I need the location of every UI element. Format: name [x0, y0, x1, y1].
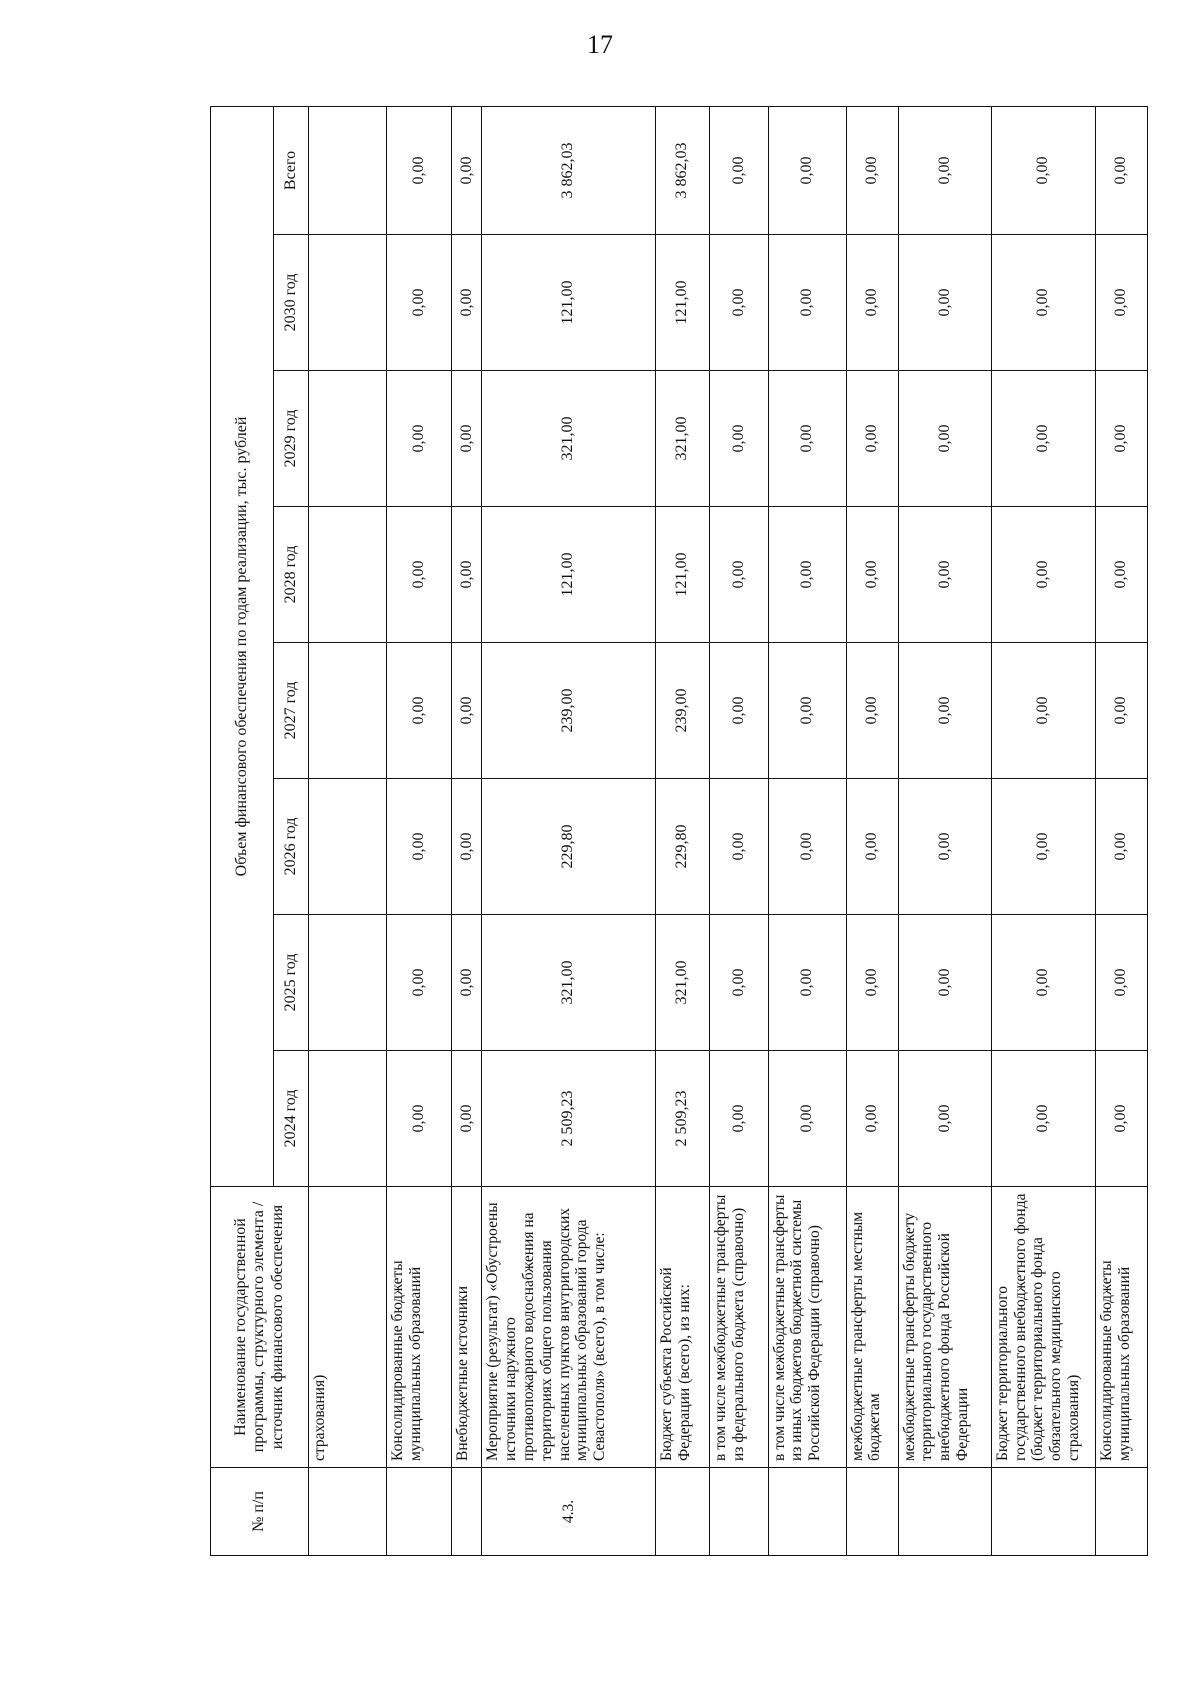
header-name: Наименование государственной программы, структурного элемента / источник финансового обеспечения: [211, 1187, 309, 1468]
row-total-value: 0,00: [768, 106, 846, 234]
row-year-value: 0,00: [846, 371, 898, 507]
row-year-value: 0,00: [991, 507, 1095, 643]
row-number: [846, 1468, 898, 1556]
row-year-value: 0,00: [846, 235, 898, 371]
row-year-value: 0,00: [768, 915, 846, 1051]
header-year: 2027 год: [274, 643, 309, 779]
header-volume: Объем финансового обеспечения по годам реализации, тыс. рублей: [211, 106, 274, 1186]
row-year-value: 0,00: [768, 507, 846, 643]
row-name: в том числе межбюджетные трансферты из иных бюджетов бюджетной системы Российской Федерации (справочно): [768, 1187, 846, 1468]
row-year-value: 0,00: [1095, 643, 1147, 779]
row-year-value: 0,00: [387, 235, 452, 371]
row-year-value: 0,00: [710, 371, 769, 507]
row-name: Внебюджетные источники: [452, 1187, 482, 1468]
table-row: [710, 106, 769, 1555]
row-year-value: 0,00: [452, 779, 482, 915]
row-name: в том числе межбюджетные трансферты из федерального бюджета (справочно): [710, 1187, 769, 1468]
row-year-value: 0,00: [710, 915, 769, 1051]
row-year-value: 0,00: [387, 1051, 452, 1187]
row-year-value: 0,00: [710, 643, 769, 779]
row-year-value: 121,00: [655, 507, 709, 643]
row-total-value: 3 862,03: [655, 106, 709, 234]
row-number: 4.3.: [482, 1468, 655, 1556]
table-row: [768, 106, 846, 1555]
row-number: [710, 1468, 769, 1556]
row-name: межбюджетные трансферты местным бюджетам: [846, 1187, 898, 1468]
row-year-value: 121,00: [482, 235, 655, 371]
row-number: [768, 1468, 846, 1556]
row-year-value: 0,00: [991, 643, 1095, 779]
table-row: [309, 106, 387, 1555]
row-year-value: 239,00: [482, 643, 655, 779]
row-year-value: 0,00: [1095, 915, 1147, 1051]
row-year-value: 121,00: [655, 235, 709, 371]
row-year-value: 0,00: [898, 915, 991, 1051]
row-name: Консолидированные бюджеты муниципальных образований: [1095, 1187, 1147, 1468]
header-year: 2026 год: [274, 779, 309, 915]
row-year-value: 0,00: [1095, 235, 1147, 371]
row-year-value: 0,00: [991, 1051, 1095, 1187]
row-total-value: 0,00: [1095, 106, 1147, 234]
header-number: № п/п: [211, 1468, 309, 1556]
row-total-value: 0,00: [387, 106, 452, 234]
row-year-value: 0,00: [710, 507, 769, 643]
row-year-value: 0,00: [452, 507, 482, 643]
row-name: страхования): [309, 1187, 387, 1468]
table-row: [482, 106, 655, 1555]
table-row: [846, 106, 898, 1555]
row-year-value: [309, 1051, 387, 1187]
row-year-value: 0,00: [991, 779, 1095, 915]
row-year-value: 0,00: [846, 915, 898, 1051]
row-total-value: [309, 106, 387, 234]
row-year-value: 0,00: [1095, 371, 1147, 507]
row-year-value: 0,00: [387, 915, 452, 1051]
row-year-value: 0,00: [768, 779, 846, 915]
table-row: [452, 106, 482, 1555]
table-row: [991, 106, 1095, 1555]
row-year-value: 0,00: [846, 1051, 898, 1187]
row-total-value: 0,00: [452, 106, 482, 234]
header-year: 2029 год: [274, 371, 309, 507]
row-number: [1095, 1468, 1147, 1556]
row-year-value: [309, 371, 387, 507]
row-year-value: 0,00: [452, 915, 482, 1051]
row-total-value: 0,00: [898, 106, 991, 234]
row-year-value: 0,00: [387, 643, 452, 779]
row-year-value: 2 509,23: [655, 1051, 709, 1187]
header-year: 2024 год: [274, 1051, 309, 1187]
row-name: Мероприятие (результат) «Обустроены источники наружного противопожарного водоснабжения на территориях общего пользования населенных пунктов внутригородских муниципальных образований города Севастополя» (всего), в том числе:: [482, 1187, 655, 1468]
row-year-value: 0,00: [846, 507, 898, 643]
row-year-value: 0,00: [452, 371, 482, 507]
row-year-value: 229,80: [655, 779, 709, 915]
row-year-value: 0,00: [898, 235, 991, 371]
row-number: [898, 1468, 991, 1556]
row-year-value: 0,00: [898, 643, 991, 779]
row-year-value: 0,00: [768, 371, 846, 507]
header-year: 2028 год: [274, 507, 309, 643]
row-year-value: 0,00: [991, 371, 1095, 507]
row-year-value: 229,80: [482, 779, 655, 915]
table-row: [1095, 106, 1147, 1555]
row-number: [991, 1468, 1095, 1556]
header-year: 2025 год: [274, 915, 309, 1051]
row-year-value: 0,00: [846, 779, 898, 915]
row-year-value: 321,00: [655, 371, 709, 507]
row-year-value: [309, 643, 387, 779]
row-name: межбюджетные трансферты бюджету территориального государственного внебюджетного фонда Российской Федерации: [898, 1187, 991, 1468]
row-total-value: 3 862,03: [482, 106, 655, 234]
row-number: [309, 1468, 387, 1556]
row-year-value: 321,00: [655, 915, 709, 1051]
row-number: [655, 1468, 709, 1556]
row-year-value: 0,00: [991, 915, 1095, 1051]
rotated-table-container: [210, 107, 1148, 1556]
row-year-value: 0,00: [1095, 1051, 1147, 1187]
table-row: [387, 106, 452, 1555]
row-year-value: 0,00: [1095, 507, 1147, 643]
row-year-value: [309, 507, 387, 643]
row-year-value: 0,00: [1095, 779, 1147, 915]
row-total-value: 0,00: [710, 106, 769, 234]
row-year-value: 0,00: [768, 643, 846, 779]
row-year-value: 0,00: [452, 235, 482, 371]
row-year-value: 0,00: [768, 235, 846, 371]
row-total-value: 0,00: [846, 106, 898, 234]
table-row: [655, 106, 709, 1555]
row-year-value: 0,00: [898, 371, 991, 507]
row-year-value: 0,00: [898, 507, 991, 643]
row-year-value: [309, 235, 387, 371]
row-number: [387, 1468, 452, 1556]
row-year-value: 0,00: [387, 507, 452, 643]
header-total: Всего: [274, 106, 309, 234]
row-year-value: 321,00: [482, 915, 655, 1051]
row-total-value: 0,00: [991, 106, 1095, 234]
row-year-value: 0,00: [710, 1051, 769, 1187]
row-year-value: [309, 915, 387, 1051]
row-year-value: 0,00: [898, 1051, 991, 1187]
row-year-value: [309, 779, 387, 915]
row-year-value: 0,00: [387, 779, 452, 915]
row-year-value: 0,00: [710, 235, 769, 371]
row-name: Бюджет территориального государственного внебюджетного фонда (бюджет территориального фонда обязательного медицинского страхования): [991, 1187, 1095, 1468]
row-year-value: 2 509,23: [482, 1051, 655, 1187]
row-year-value: 0,00: [452, 643, 482, 779]
row-year-value: 0,00: [898, 779, 991, 915]
row-name: Консолидированные бюджеты муниципальных образований: [387, 1187, 452, 1468]
row-number: [452, 1468, 482, 1556]
row-year-value: 0,00: [991, 235, 1095, 371]
row-year-value: 0,00: [846, 643, 898, 779]
row-year-value: 0,00: [768, 1051, 846, 1187]
funding-table: [210, 106, 1148, 1556]
row-year-value: 0,00: [387, 371, 452, 507]
page-number: 17: [587, 30, 613, 59]
row-year-value: 239,00: [655, 643, 709, 779]
row-year-value: 0,00: [452, 1051, 482, 1187]
row-year-value: 121,00: [482, 507, 655, 643]
row-year-value: 321,00: [482, 371, 655, 507]
row-name: Бюджет субъекта Российской Федерации (всего), из них:: [655, 1187, 709, 1468]
header-year: 2030 год: [274, 235, 309, 371]
table-row: [898, 106, 991, 1555]
row-year-value: 0,00: [710, 779, 769, 915]
